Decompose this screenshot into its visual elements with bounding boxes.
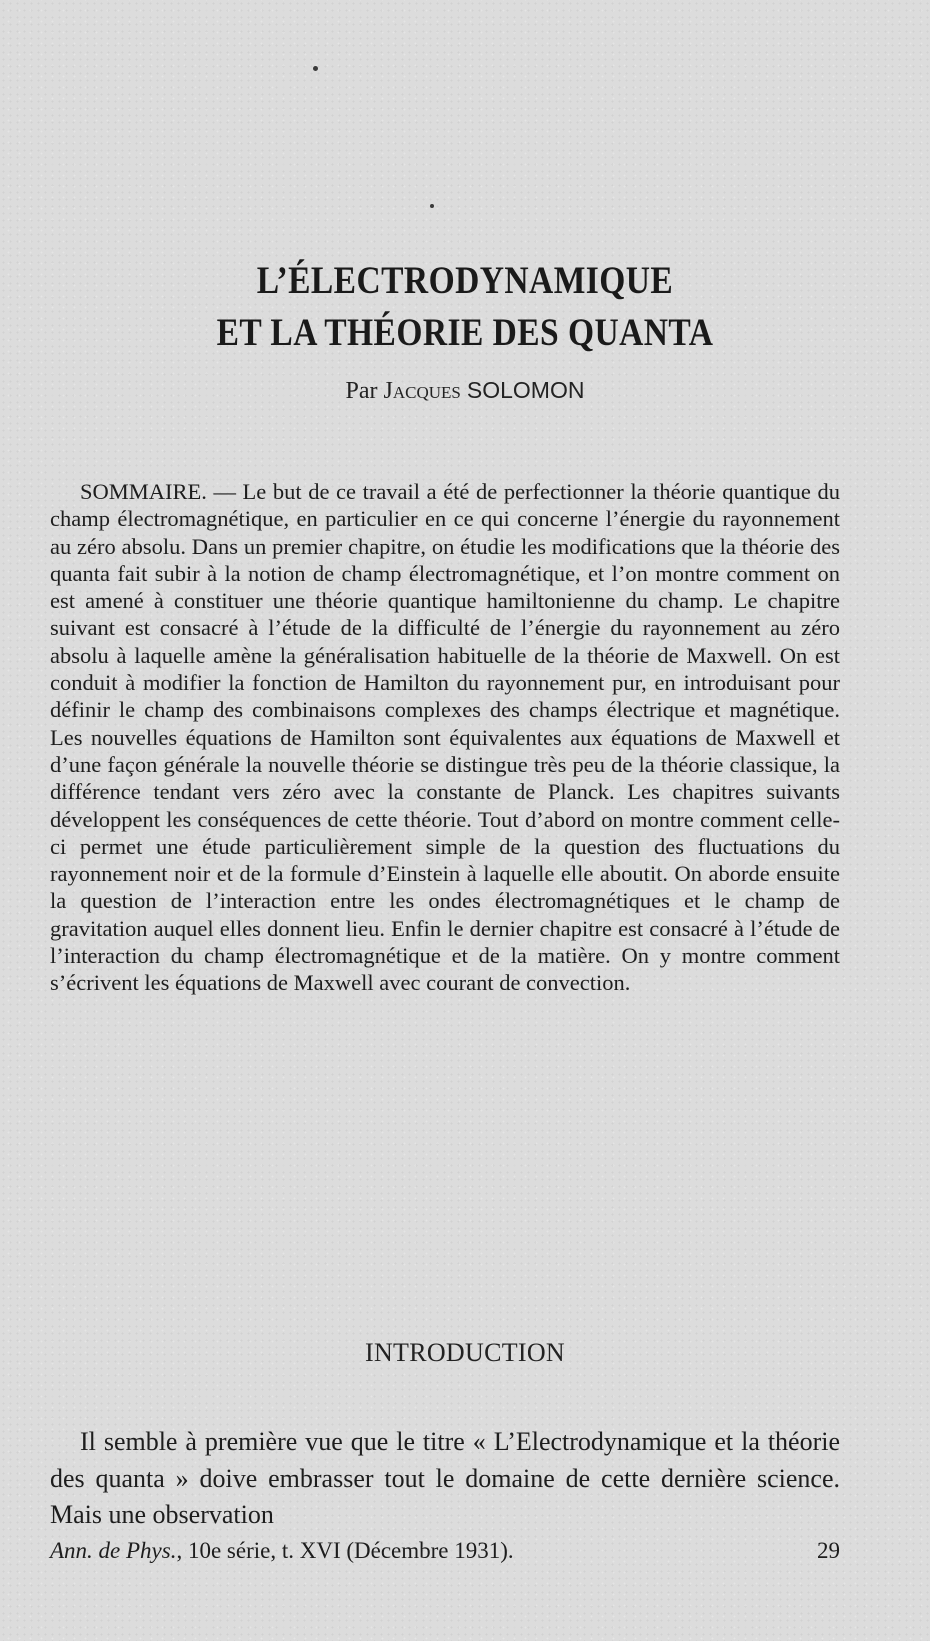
page-number: 29 [817,1538,840,1563]
page-footer [50,1538,840,1564]
author-first-name: Jacques [383,378,461,404]
byline-prefix: Par [345,378,378,404]
article-title-line-1: L’ÉLECTRODYNAMIQUE [256,259,674,302]
author-byline [0,377,930,405]
print-speck [430,204,434,208]
journal-details: , 10e série, t. XVI (Décembre 1931). [176,1538,514,1563]
abstract-paragraph: SOMMAIRE. — Le but de ce travail a été de perfectionner la théorie quantique du champ électromagnétique, en particulier en ce qui concerne l’énergie du rayonnement au zéro absolu. Dans un premier chapitre, on étudie les modifications que la théorie des quanta fait subir à la notion de champ électromagnétique, et l’on montre comment on est amené à constituer une théorie quantique hamiltonienne du champ. Le chapitre suivant est consacré à l’étude de la difficulté de l’énergie du rayonnement au zéro absolu à laquelle amène la généralisation habituelle de la théorie de Maxwell. On est conduit à modifier la fonction de Hamilton du rayonnement pur, en introduisant pour définir le champ des combinaisons complexes des champs électrique et magnétique. Les nouvelles équations de Hamilton sont équivalentes aux équations de Maxwell et d’une façon générale la nouvelle théorie se distingue très peu de la théorie classique, la différence tendant vers zéro avec la constante de Planck. Les chapitres suivants développent les conséquences de cette théorie. Tout d’abord on montre comment celle-ci permet une étude particulièrement simple de la question des fluctuations du rayonnement noir et de la formule d’Einstein à laquelle elle aboutit. On aborde ensuite la question de l’interaction entre les ondes électromagnétiques et le champ de gravitation auquel elles donnent lieu. Enfin le dernier chapitre est consacré à l’étude de l’interaction du champ électromagnétique et de la matière. On y montre comment s’écrivent les équations de Maxwell avec courant de convection. [50,479,840,996]
section-heading-introduction: INTRODUCTION [364,1338,566,1367]
article-title-line-2: ET LA THÉORIE DES QUANTA [216,311,714,354]
author-last-name: SOLOMON [466,377,585,403]
print-speck [313,66,318,71]
journal-name: Ann. de Phys. [50,1538,177,1563]
introduction-paragraph: Il semble à première vue que le titre « L’Electrodynamique et la théorie des quanta » doive embrasser tout le domaine de cette dernière science. Mais une observation [50,1427,840,1529]
